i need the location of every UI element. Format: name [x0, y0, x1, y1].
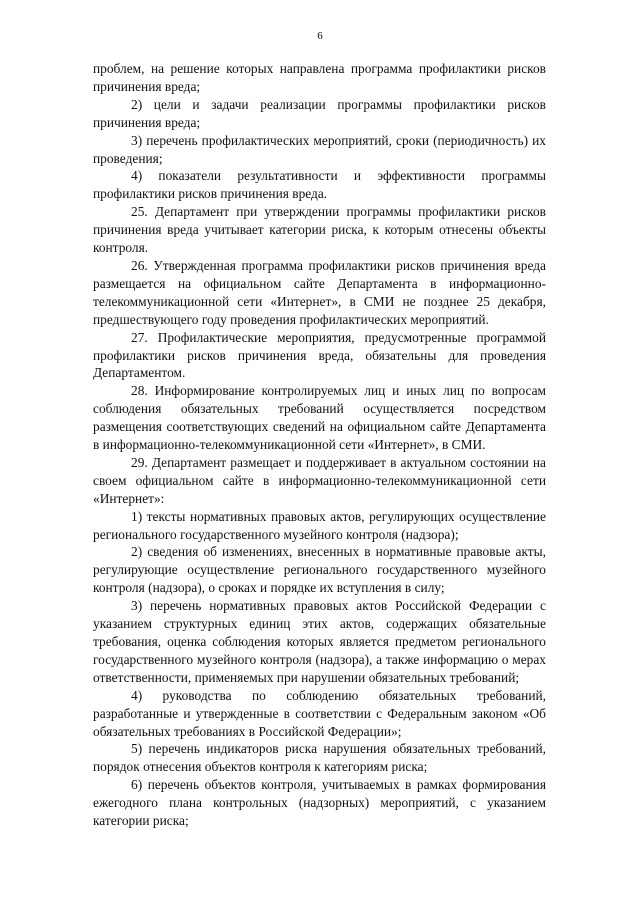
paragraph-item-2: 2) цели и задачи реализации программы профилактики рисков причинения вреда; [93, 96, 546, 130]
page-number: 6 [317, 30, 323, 42]
paragraph-clause-27: 27. Профилактические мероприятия, предусмотренные программой профилактики рисков причинения вреда, обязательны для проведения Департаментом. [93, 329, 546, 381]
paragraph-subitem-1: 1) тексты нормативных правовых актов, регулирующих осуществление регионального государственного музейного контроля (надзора); [93, 508, 546, 542]
paragraph-subitem-4: 4) руководства по соблюдению обязательных требований, разработанные и утвержденные в соответствии с Федеральным законом «Об обязательных требованиях в Российской Федерации»; [93, 687, 546, 739]
paragraph-subitem-2: 2) сведения об изменениях, внесенных в нормативные правовые акты, регулирующие осуществление регионального государственного музейного контроля (надзора), о сроках и порядке их вступления в силу; [93, 544, 546, 596]
paragraph-clause-28: 28. Информирование контролируемых лиц и иных лиц по вопросам соблюдения обязательных требований осуществляется посредством размещения соответствующих сведений на официальном сайте Департамента в информационно-телекоммуникационной сети «Интернет», в СМИ. [93, 383, 546, 453]
paragraph-item-3: 3) перечень профилактических мероприятий, сроки (периодичность) их проведения; [93, 132, 546, 166]
paragraph-clause-29: 29. Департамент размещает и поддерживает в актуальном состоянии на своем официальном сайте в информационно-телекоммуникационной сети «Интернет»: [93, 454, 546, 506]
document-body [93, 60, 546, 830]
paragraph-subitem-5: 5) перечень индикаторов риска нарушения обязательных требований, порядок отнесения объектов контроля к категориям риска; [93, 741, 546, 775]
paragraph-continuation: проблем, на решение которых направлена программа профилактики рисков причинения вреда; [93, 61, 546, 94]
paragraph-subitem-3: 3) перечень нормативных правовых актов Российской Федерации с указанием структурных единиц этих актов, содержащих обязательные требования, оценка соблюдения которых является предметом регионального государственного музейного контроля (надзора), а также информацию о мерах ответственности, применяемых при нарушении обязательных требований; [93, 598, 546, 685]
paragraph-item-4: 4) показатели результативности и эффективности программы профилактики рисков причинения вреда. [93, 168, 546, 202]
paragraph-clause-26: 26. Утвержденная программа профилактики рисков причинения вреда размещается на официальном сайте Департамента в информационно-телекоммуникационной сети «Интернет», в СМИ не позднее 25 декабря, предшествующего году проведения профилактических мероприятий. [93, 257, 546, 327]
paragraph-subitem-6: 6) перечень объектов контроля, учитываемых в рамках формирования ежегодного плана контрольных (надзорных) мероприятий, с указанием категории риска; [93, 777, 546, 829]
paragraph-clause-25: 25. Департамент при утверждении программы профилактики рисков причинения вреда учитывает категории риска, к которым отнесены объекты контроля. [93, 204, 546, 256]
